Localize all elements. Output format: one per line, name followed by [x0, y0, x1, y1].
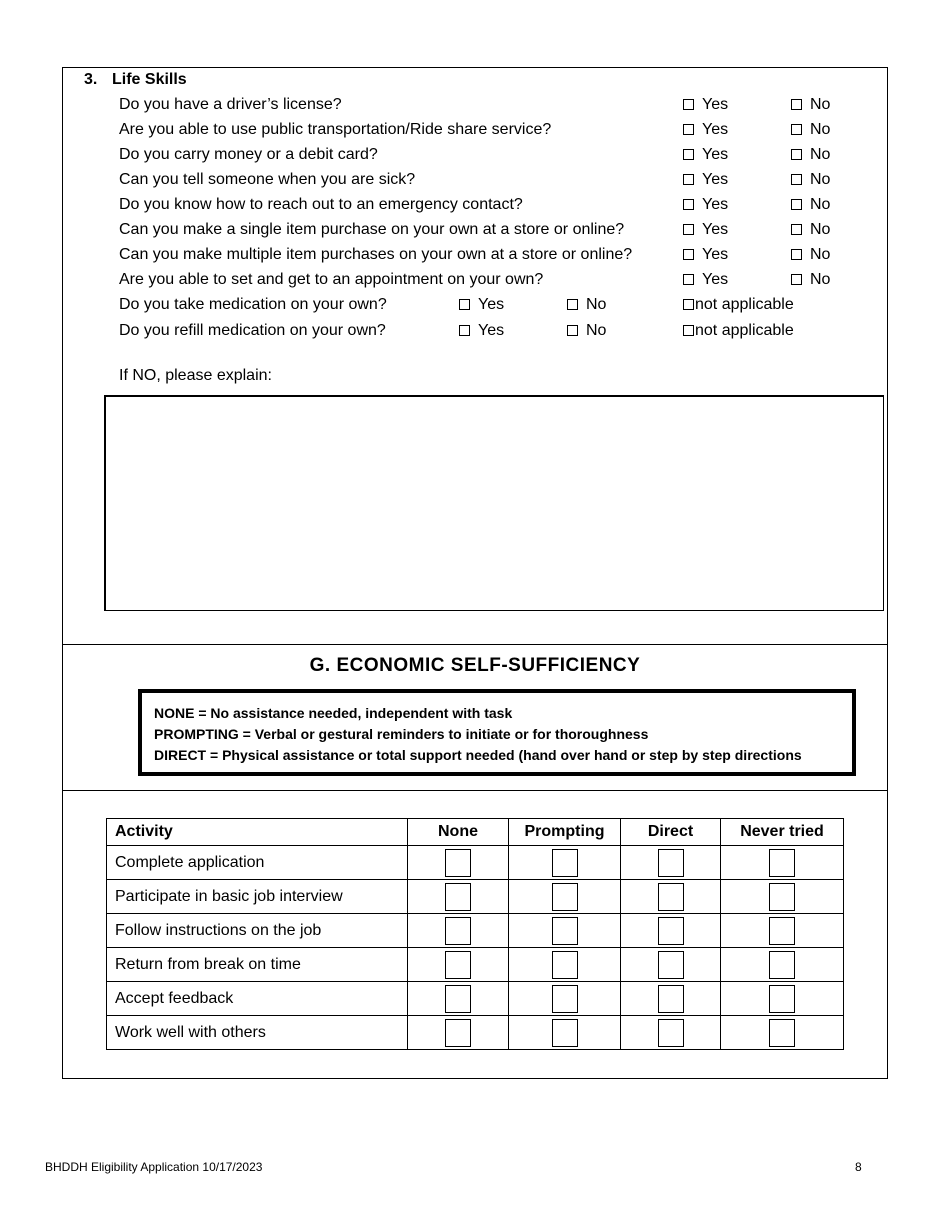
never-tried-checkbox[interactable]	[769, 883, 795, 911]
never-tried-cell	[721, 846, 844, 880]
no-label: No	[810, 271, 831, 288]
none-checkbox[interactable]	[445, 883, 471, 911]
header-activity: Activity	[107, 819, 408, 846]
legend-none: NONE = No assistance needed, independent with task	[154, 705, 513, 721]
none-cell	[408, 846, 509, 880]
prompting-checkbox[interactable]	[552, 849, 578, 877]
checkbox-icon[interactable]	[791, 274, 802, 285]
direct-checkbox[interactable]	[658, 849, 684, 877]
prompting-checkbox[interactable]	[552, 951, 578, 979]
none-cell	[408, 948, 509, 982]
table-row	[107, 1016, 844, 1050]
explain-textarea[interactable]	[104, 395, 884, 611]
section-divider	[62, 644, 888, 645]
table-row	[107, 948, 844, 982]
no-label: No	[810, 146, 831, 163]
table-header-row	[107, 819, 844, 846]
none-checkbox[interactable]	[445, 1019, 471, 1047]
assistance-legend	[138, 689, 856, 776]
never-tried-checkbox[interactable]	[769, 849, 795, 877]
checkbox-icon[interactable]	[567, 299, 578, 310]
no-label: No	[810, 196, 831, 213]
activity-label: Accept feedback	[107, 982, 408, 1016]
never-tried-cell	[721, 948, 844, 982]
checkbox-icon[interactable]	[683, 249, 694, 260]
none-cell	[408, 880, 509, 914]
header-never-tried: Never tried	[721, 819, 844, 846]
direct-checkbox[interactable]	[658, 883, 684, 911]
economic-heading: G. ECONOMIC SELF-SUFFICIENCY	[309, 655, 641, 676]
prompting-cell	[509, 982, 621, 1016]
yes-label: Yes	[702, 196, 729, 213]
checkbox-icon[interactable]	[683, 299, 694, 310]
section-divider	[62, 790, 888, 791]
yes-option[interactable]	[683, 146, 728, 164]
yes-option[interactable]	[683, 271, 728, 289]
yes-option[interactable]	[683, 121, 728, 139]
checkbox-icon[interactable]	[683, 199, 694, 210]
no-label: No	[810, 121, 831, 138]
checkbox-icon[interactable]	[683, 99, 694, 110]
prompting-checkbox[interactable]	[552, 985, 578, 1013]
no-label: No	[810, 246, 831, 263]
none-checkbox[interactable]	[445, 917, 471, 945]
yes-label: Yes	[702, 271, 729, 288]
yes-option[interactable]	[683, 196, 728, 214]
not-applicable-option[interactable]	[683, 322, 794, 340]
checkbox-icon[interactable]	[791, 224, 802, 235]
table-row	[107, 982, 844, 1016]
direct-cell	[621, 948, 721, 982]
prompting-checkbox[interactable]	[552, 917, 578, 945]
life-skills-title: Life Skills	[112, 71, 187, 88]
yes-label: Yes	[478, 296, 505, 313]
question-text: Do you know how to reach out to an emergency contact?	[119, 196, 523, 213]
no-option[interactable]	[791, 246, 830, 264]
checkbox-icon[interactable]	[683, 224, 694, 235]
checkbox-icon[interactable]	[567, 325, 578, 336]
never-tried-checkbox[interactable]	[769, 917, 795, 945]
footer-doc-info: BHDDH Eligibility Application 10/17/2023	[45, 1160, 263, 1174]
checkbox-icon[interactable]	[683, 124, 694, 135]
no-option[interactable]	[567, 296, 606, 314]
yes-option[interactable]	[683, 96, 728, 114]
legend-direct: DIRECT = Physical assistance or total support needed (hand over hand or step by step directions	[154, 747, 802, 763]
none-checkbox[interactable]	[445, 849, 471, 877]
no-label: No	[810, 96, 831, 113]
checkbox-icon[interactable]	[683, 274, 694, 285]
never-tried-cell	[721, 1016, 844, 1050]
question-text: Do you carry money or a debit card?	[119, 146, 378, 163]
activity-label: Follow instructions on the job	[107, 914, 408, 948]
yes-label: Yes	[702, 121, 729, 138]
no-option[interactable]	[791, 121, 830, 139]
checkbox-icon[interactable]	[459, 299, 470, 310]
not-applicable-option[interactable]	[683, 296, 794, 314]
none-cell	[408, 914, 509, 948]
direct-checkbox[interactable]	[658, 1019, 684, 1047]
no-label: No	[586, 322, 607, 339]
no-option[interactable]	[791, 96, 830, 114]
question-text: Do you have a driver’s license?	[119, 96, 342, 113]
no-option[interactable]	[791, 146, 830, 164]
activity-label: Complete application	[107, 846, 408, 880]
header-direct: Direct	[621, 819, 721, 846]
checkbox-icon[interactable]	[791, 199, 802, 210]
never-tried-cell	[721, 982, 844, 1016]
never-tried-checkbox[interactable]	[769, 951, 795, 979]
checkbox-icon[interactable]	[791, 174, 802, 185]
direct-checkbox[interactable]	[658, 917, 684, 945]
none-checkbox[interactable]	[445, 951, 471, 979]
legend-prompting: PROMPTING = Verbal or gestural reminders to initiate or for thoroughness	[154, 726, 649, 742]
question-text: Are you able to set and get to an appointment on your own?	[119, 271, 544, 288]
question-text: Are you able to use public transportation/Ride share service?	[119, 121, 552, 138]
yes-label: Yes	[702, 246, 729, 263]
checkbox-icon[interactable]	[683, 325, 694, 336]
yes-label: Yes	[702, 221, 729, 238]
checkbox-icon[interactable]	[791, 99, 802, 110]
direct-checkbox[interactable]	[658, 951, 684, 979]
activity-table	[106, 818, 844, 1050]
header-prompting: Prompting	[509, 819, 621, 846]
yes-option[interactable]	[459, 296, 504, 314]
question-text: Can you make multiple item purchases on your own at a store or online?	[119, 246, 633, 263]
yes-option[interactable]	[683, 246, 728, 264]
never-tried-cell	[721, 880, 844, 914]
header-none: None	[408, 819, 509, 846]
yes-label: Yes	[702, 96, 729, 113]
no-label: No	[810, 171, 831, 188]
direct-cell	[621, 1016, 721, 1050]
checkbox-icon[interactable]	[683, 174, 694, 185]
checkbox-icon[interactable]	[683, 149, 694, 160]
table-row	[107, 880, 844, 914]
no-label: No	[810, 221, 831, 238]
checkbox-icon[interactable]	[791, 149, 802, 160]
direct-cell	[621, 846, 721, 880]
page-number: 8	[855, 1160, 862, 1174]
not-applicable-label: not applicable	[695, 322, 794, 339]
never-tried-checkbox[interactable]	[769, 1019, 795, 1047]
question-text: Can you tell someone when you are sick?	[119, 171, 416, 188]
table-row	[107, 846, 844, 880]
question-text: Do you take medication on your own?	[119, 296, 387, 313]
prompting-cell	[509, 948, 621, 982]
no-option[interactable]	[791, 171, 830, 189]
explain-label: If NO, please explain:	[119, 367, 272, 384]
yes-option[interactable]	[683, 221, 728, 239]
checkbox-icon[interactable]	[459, 325, 470, 336]
direct-cell	[621, 880, 721, 914]
no-label: No	[586, 296, 607, 313]
none-cell	[408, 982, 509, 1016]
checkbox-icon[interactable]	[791, 249, 802, 260]
prompting-checkbox[interactable]	[552, 883, 578, 911]
direct-cell	[621, 982, 721, 1016]
activity-label: Return from break on time	[107, 948, 408, 982]
life-skills-number: 3.	[84, 71, 98, 88]
checkbox-icon[interactable]	[791, 124, 802, 135]
none-cell	[408, 1016, 509, 1050]
table-row	[107, 914, 844, 948]
direct-cell	[621, 914, 721, 948]
yes-option[interactable]	[683, 171, 728, 189]
activity-label: Participate in basic job interview	[107, 880, 408, 914]
activity-label: Work well with others	[107, 1016, 408, 1050]
no-option[interactable]	[567, 322, 606, 340]
question-text: Do you refill medication on your own?	[119, 322, 386, 339]
prompting-cell	[509, 880, 621, 914]
yes-label: Yes	[702, 146, 729, 163]
direct-checkbox[interactable]	[658, 985, 684, 1013]
prompting-cell	[509, 846, 621, 880]
prompting-checkbox[interactable]	[552, 1019, 578, 1047]
never-tried-cell	[721, 914, 844, 948]
prompting-cell	[509, 1016, 621, 1050]
none-checkbox[interactable]	[445, 985, 471, 1013]
yes-label: Yes	[702, 171, 729, 188]
never-tried-checkbox[interactable]	[769, 985, 795, 1013]
no-option[interactable]	[791, 271, 830, 289]
no-option[interactable]	[791, 221, 830, 239]
question-text: Can you make a single item purchase on your own at a store or online?	[119, 221, 625, 238]
yes-option[interactable]	[459, 322, 504, 340]
no-option[interactable]	[791, 196, 830, 214]
yes-label: Yes	[478, 322, 505, 339]
not-applicable-label: not applicable	[695, 296, 794, 313]
prompting-cell	[509, 914, 621, 948]
